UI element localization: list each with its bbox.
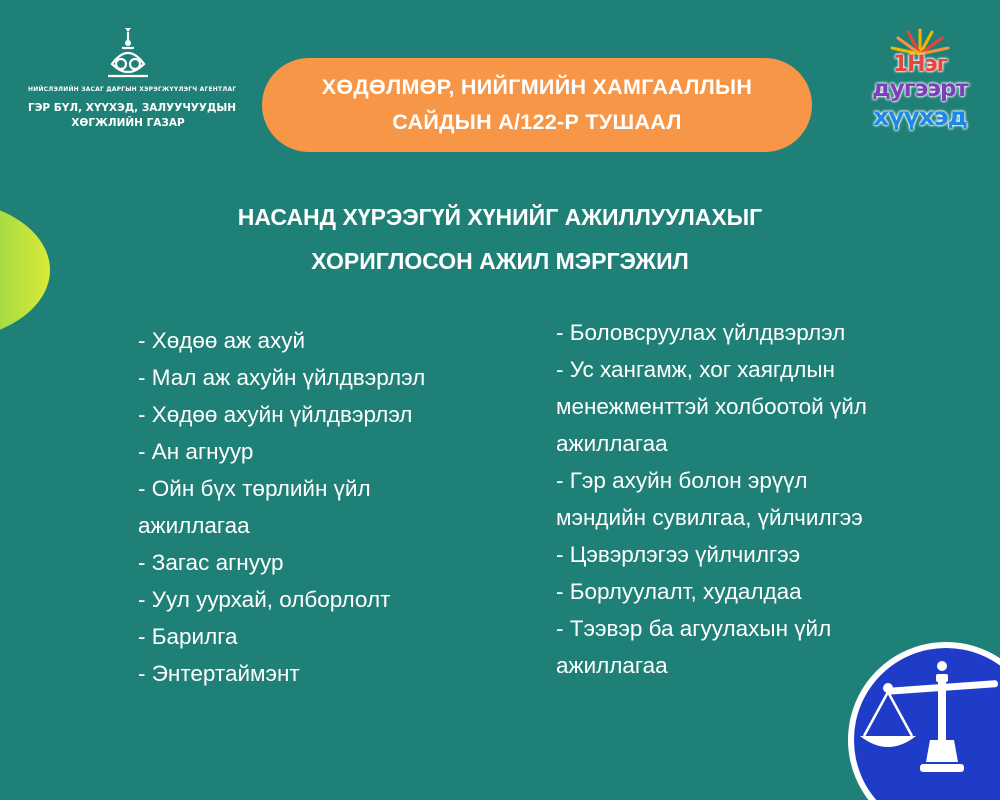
list-item: - Ойн бүх төрлийн үйл	[138, 476, 371, 501]
banner-line-1: ХӨДӨЛМӨР, НИЙГМИЙН ХАМГААЛЛЫН	[321, 75, 753, 99]
list-item: ажиллагаа	[556, 653, 668, 678]
list-item: - Хөдөө ахуйн үйлдвэрлэл	[138, 402, 413, 427]
heading-line-1: НАСАНД ХҮРЭЭГҮЙ ХҮНИЙГ АЖИЛЛУУЛАХЫГ	[237, 204, 763, 230]
campaign-logo-line-1: 1Нэг	[892, 52, 948, 77]
list-item: - Уул уурхай, олборлолт	[138, 587, 391, 612]
list-item: - Загас агнуур	[138, 550, 284, 575]
agency-parent-label: НИЙСЛЭЛИЙН ЗАСАГ ДАРГЫН ХЭРЭГЖҮҮЛЭГЧ АГЕНТЛАГ	[28, 86, 237, 93]
list-item: - Ус хангамж, хог хаягдлын	[556, 357, 835, 382]
list-item: ажиллагаа	[138, 513, 250, 538]
list-item: - Борлуулалт, худалдаа	[556, 579, 802, 604]
scales-of-justice-icon	[846, 640, 1000, 800]
campaign-logo-line-3: хүүхэд	[873, 102, 967, 131]
list-item: ажиллагаа	[556, 431, 668, 456]
list-item: - Барилга	[138, 624, 238, 649]
soyombo-emblem-icon	[102, 28, 154, 84]
decree-banner	[262, 58, 812, 152]
agency-logo	[28, 28, 237, 138]
list-item: - Мал аж ахуйн үйлдвэрлэл	[138, 365, 426, 390]
agency-name-line-1: ГЭР БҮЛ, ХҮҮХЭД, ЗАЛУУЧУУДЫН	[28, 102, 237, 114]
list-item: - Энтертаймэнт	[138, 661, 300, 686]
list-item: - Цэвэрлэгээ үйлчилгээ	[556, 542, 801, 567]
decorative-gradient-circle	[0, 200, 50, 340]
campaign-logo	[860, 26, 980, 136]
prohibited-jobs-list-right	[556, 314, 867, 684]
campaign-logo-line-2: дугээрт	[872, 76, 968, 102]
list-item: - Боловсруулах үйлдвэрлэл	[556, 320, 846, 345]
list-item: - Тээвэр ба агуулахын үйл	[556, 616, 832, 641]
main-heading	[150, 195, 850, 283]
heading-line-2: ХОРИГЛОСОН АЖИЛ МЭРГЭЖИЛ	[311, 248, 689, 274]
list-item: менежменттэй холбоотой үйл	[556, 394, 867, 419]
agency-name-line-2: ХӨГЖЛИЙН ГАЗАР	[71, 117, 185, 129]
list-item: мэндийн сувилгаа, үйлчилгээ	[556, 505, 863, 530]
list-item: - Гэр ахуйн болон эрүүл	[556, 468, 808, 493]
list-item: - Хөдөө аж ахуй	[138, 328, 306, 353]
prohibited-jobs-list-left	[138, 322, 425, 692]
list-item: - Ан агнуур	[138, 439, 254, 464]
banner-line-2: САЙДЫН А/122-Р ТУШААЛ	[392, 110, 682, 134]
